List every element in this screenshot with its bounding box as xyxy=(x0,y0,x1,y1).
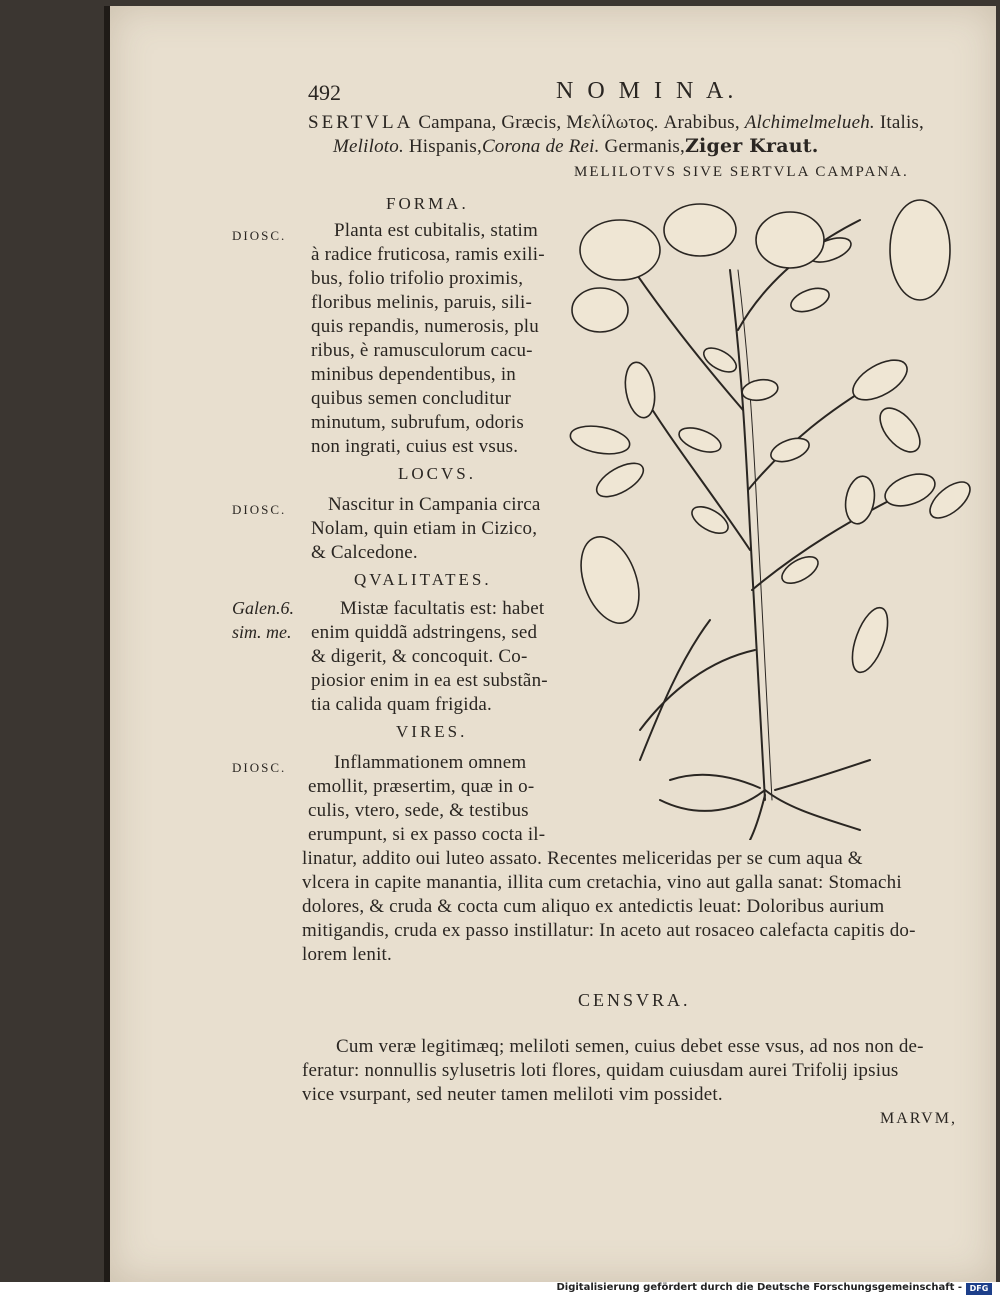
vires-line: erumpunt, si ex passo cocta il- xyxy=(308,824,546,845)
margin-locus: DIOSC. xyxy=(232,502,287,517)
pod-cluster xyxy=(570,529,650,631)
names-italian: Meliloto. xyxy=(333,136,404,157)
leaf xyxy=(700,343,740,377)
vires-wide-line: vlcera in capite manantia, illita cum cretachia, vino aut galla sanat: Stomachi xyxy=(302,872,902,893)
flower-cluster xyxy=(890,200,950,300)
vires-wide-line: linatur, addito oui luteo assato. Recentes meliceridas per se cum aqua & xyxy=(302,848,863,869)
flower-cluster xyxy=(572,288,628,332)
vires-line: Inflammationem omnem xyxy=(334,752,527,773)
margin-forma: DIOSC. xyxy=(232,228,287,243)
locus-line: Nolam, quin etiam in Cizico, xyxy=(311,518,538,539)
margin-vires: DIOSC. xyxy=(232,760,287,775)
figure-caption: MELILOTVS SIVE SERTVLA CAMPANA. xyxy=(574,164,909,180)
margin-qualitates-2: sim. me. xyxy=(232,622,292,642)
heading-locus: LOCVS. xyxy=(398,464,476,483)
root xyxy=(660,790,765,811)
censura-line: feratur: nonnullis sylusetris loti flores, quidam cuiusdam aurei Trifolij ipsius xyxy=(302,1060,899,1081)
vires-wide-line: lorem lenit. xyxy=(302,944,392,965)
forma-line: ribus, è ramusculorum cacu- xyxy=(311,340,533,361)
forma-line: quibus semen concluditur xyxy=(311,388,512,409)
names-german: Ziger Kraut. xyxy=(684,135,819,157)
leaf xyxy=(778,551,823,588)
qualitates-line: & digerit, & concoquit. Co- xyxy=(311,646,528,667)
locus-line: & Calcedone. xyxy=(311,542,418,563)
heading-vires: VIRES. xyxy=(396,722,468,741)
page-number: 492 xyxy=(308,80,341,105)
stem-shadow xyxy=(738,270,772,800)
root xyxy=(670,775,760,788)
digitization-footer xyxy=(0,1282,1000,1297)
leaf xyxy=(568,422,632,458)
names-line-2 xyxy=(333,135,819,158)
vires-wide-line: dolores, & cruda & cocta cum aliquo ex antedictis leuat: Doloribus aurium xyxy=(302,896,885,917)
leaf xyxy=(788,284,832,316)
qualitates-line: tia calida quam frigida. xyxy=(311,694,493,715)
margin-qualitates-1: Galen.6. xyxy=(232,598,294,618)
main-stem xyxy=(730,270,765,800)
leaf xyxy=(847,352,914,408)
sertula-lead: SERTVLA xyxy=(308,112,414,133)
names-greek: Campana, Græcis, Μελίλωτος. Arabibus, xyxy=(418,112,745,133)
leaf xyxy=(873,401,928,459)
qualitates-line: Mistæ facultatis est: habet xyxy=(340,598,545,619)
names-spanish: Corona de Rei. xyxy=(481,136,600,157)
locus-line: Nascitur in Campania circa xyxy=(328,494,541,515)
root xyxy=(775,760,870,790)
leaf xyxy=(591,457,648,504)
leaf xyxy=(688,501,733,538)
forma-line: non ingrati, cuius est vsus. xyxy=(311,436,519,457)
heading-qualitates: QVALITATES. xyxy=(354,570,492,589)
heading-censura: CENSVRA. xyxy=(578,990,691,1010)
dfg-logo: DFG xyxy=(966,1283,992,1295)
forma-line: quis repandis, numerosis, plu xyxy=(311,316,539,337)
running-title: N O M I N A. xyxy=(556,78,738,104)
branch xyxy=(640,390,750,550)
names-germanis: Germanis, xyxy=(599,136,685,157)
vires-line: emollit, præsertim, quæ in o- xyxy=(308,776,535,797)
heading-forma: FORMA. xyxy=(386,194,469,213)
footer-credit: Digitalisierung gefördert durch die Deutsche Forschungsgemeinschaft - xyxy=(556,1282,962,1293)
qualitates-line: piosior enim in ea est substãn- xyxy=(311,670,548,691)
leaf xyxy=(676,423,724,457)
names-arabic: Alchimelmelueh. xyxy=(744,112,875,133)
leaf xyxy=(741,377,780,403)
catchword: MARVM, xyxy=(880,1110,957,1127)
flower-cluster xyxy=(580,220,660,280)
root xyxy=(750,795,765,840)
branch xyxy=(752,490,910,590)
melilot-woodcut-illustration xyxy=(560,190,980,840)
vires-wide-line: mitigandis, cruda ex passo instillatur: In aceto aut rosaceo calefacta capitis do- xyxy=(302,920,916,941)
names-italis: Italis, xyxy=(874,112,924,133)
names-hispanis: Hispanis, xyxy=(403,136,482,157)
forma-line: minibus dependentibus, in xyxy=(311,364,517,385)
forma-line: bus, folio trifolio proximis, xyxy=(311,268,524,289)
censura-line: Cum veræ legitimæq; meliloti semen, cuius debet esse vsus, ad nos non de- xyxy=(336,1036,924,1057)
forma-line: floribus melinis, paruis, sili- xyxy=(311,292,532,313)
leaf xyxy=(842,474,878,526)
root xyxy=(765,790,860,830)
pod-cluster xyxy=(845,603,895,676)
qualitates-line: enim quiddã adstringens, sed xyxy=(311,622,538,643)
forma-line: Planta est cubitalis, statim xyxy=(334,220,539,241)
censura-line: vice vsurpant, sed neuter tamen meliloti vim possidet. xyxy=(302,1084,723,1105)
vires-line: culis, vtero, sede, & testibus xyxy=(308,800,529,821)
flower-cluster xyxy=(756,212,824,268)
names-line-1 xyxy=(308,112,924,134)
forma-line: à radice fruticosa, ramis exili- xyxy=(311,244,545,265)
flower-cluster xyxy=(664,204,736,256)
branch xyxy=(640,620,710,760)
forma-line: minutum, subrufum, odoris xyxy=(311,412,524,433)
